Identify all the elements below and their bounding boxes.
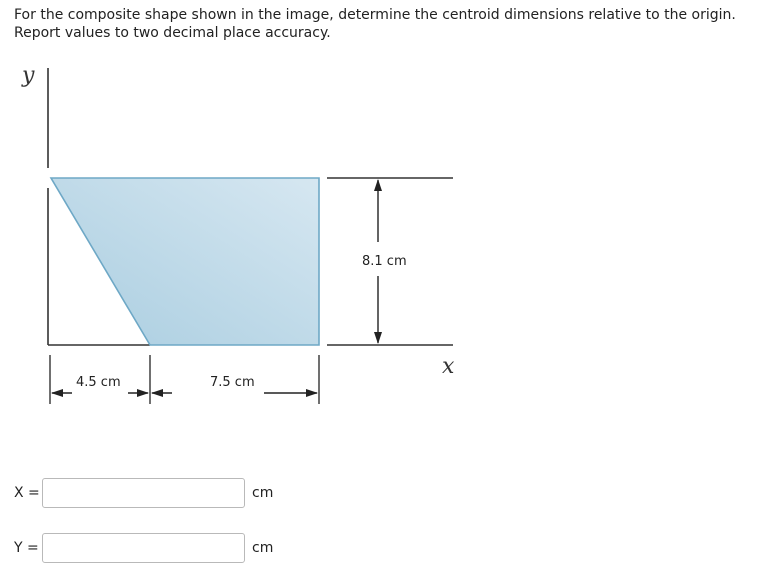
x-centroid-input[interactable] — [42, 478, 245, 508]
dim-label-7-5: 7.5 cm — [210, 375, 255, 390]
y-axis-label: y — [22, 63, 35, 88]
answer-row-y — [14, 531, 273, 565]
x-axis-label: x — [442, 354, 455, 379]
answer-row-x — [14, 476, 273, 510]
y-centroid-input[interactable] — [42, 533, 245, 563]
answer-unit-y: cm — [252, 540, 274, 556]
height-dimension-label: 8.1 cm — [362, 254, 407, 269]
question-line-2: Report values to two decimal place accuracy. — [14, 25, 331, 41]
answer-unit-x: cm — [252, 485, 274, 501]
composite-shape — [51, 178, 319, 345]
question-line-1: For the composite shape shown in the image, determine the centroid dimensions relative to the origin. — [14, 7, 736, 23]
dim-label-4-5: 4.5 cm — [76, 375, 121, 390]
answer-label-y: Y = — [14, 540, 39, 556]
answer-label-x: X = — [14, 485, 40, 501]
